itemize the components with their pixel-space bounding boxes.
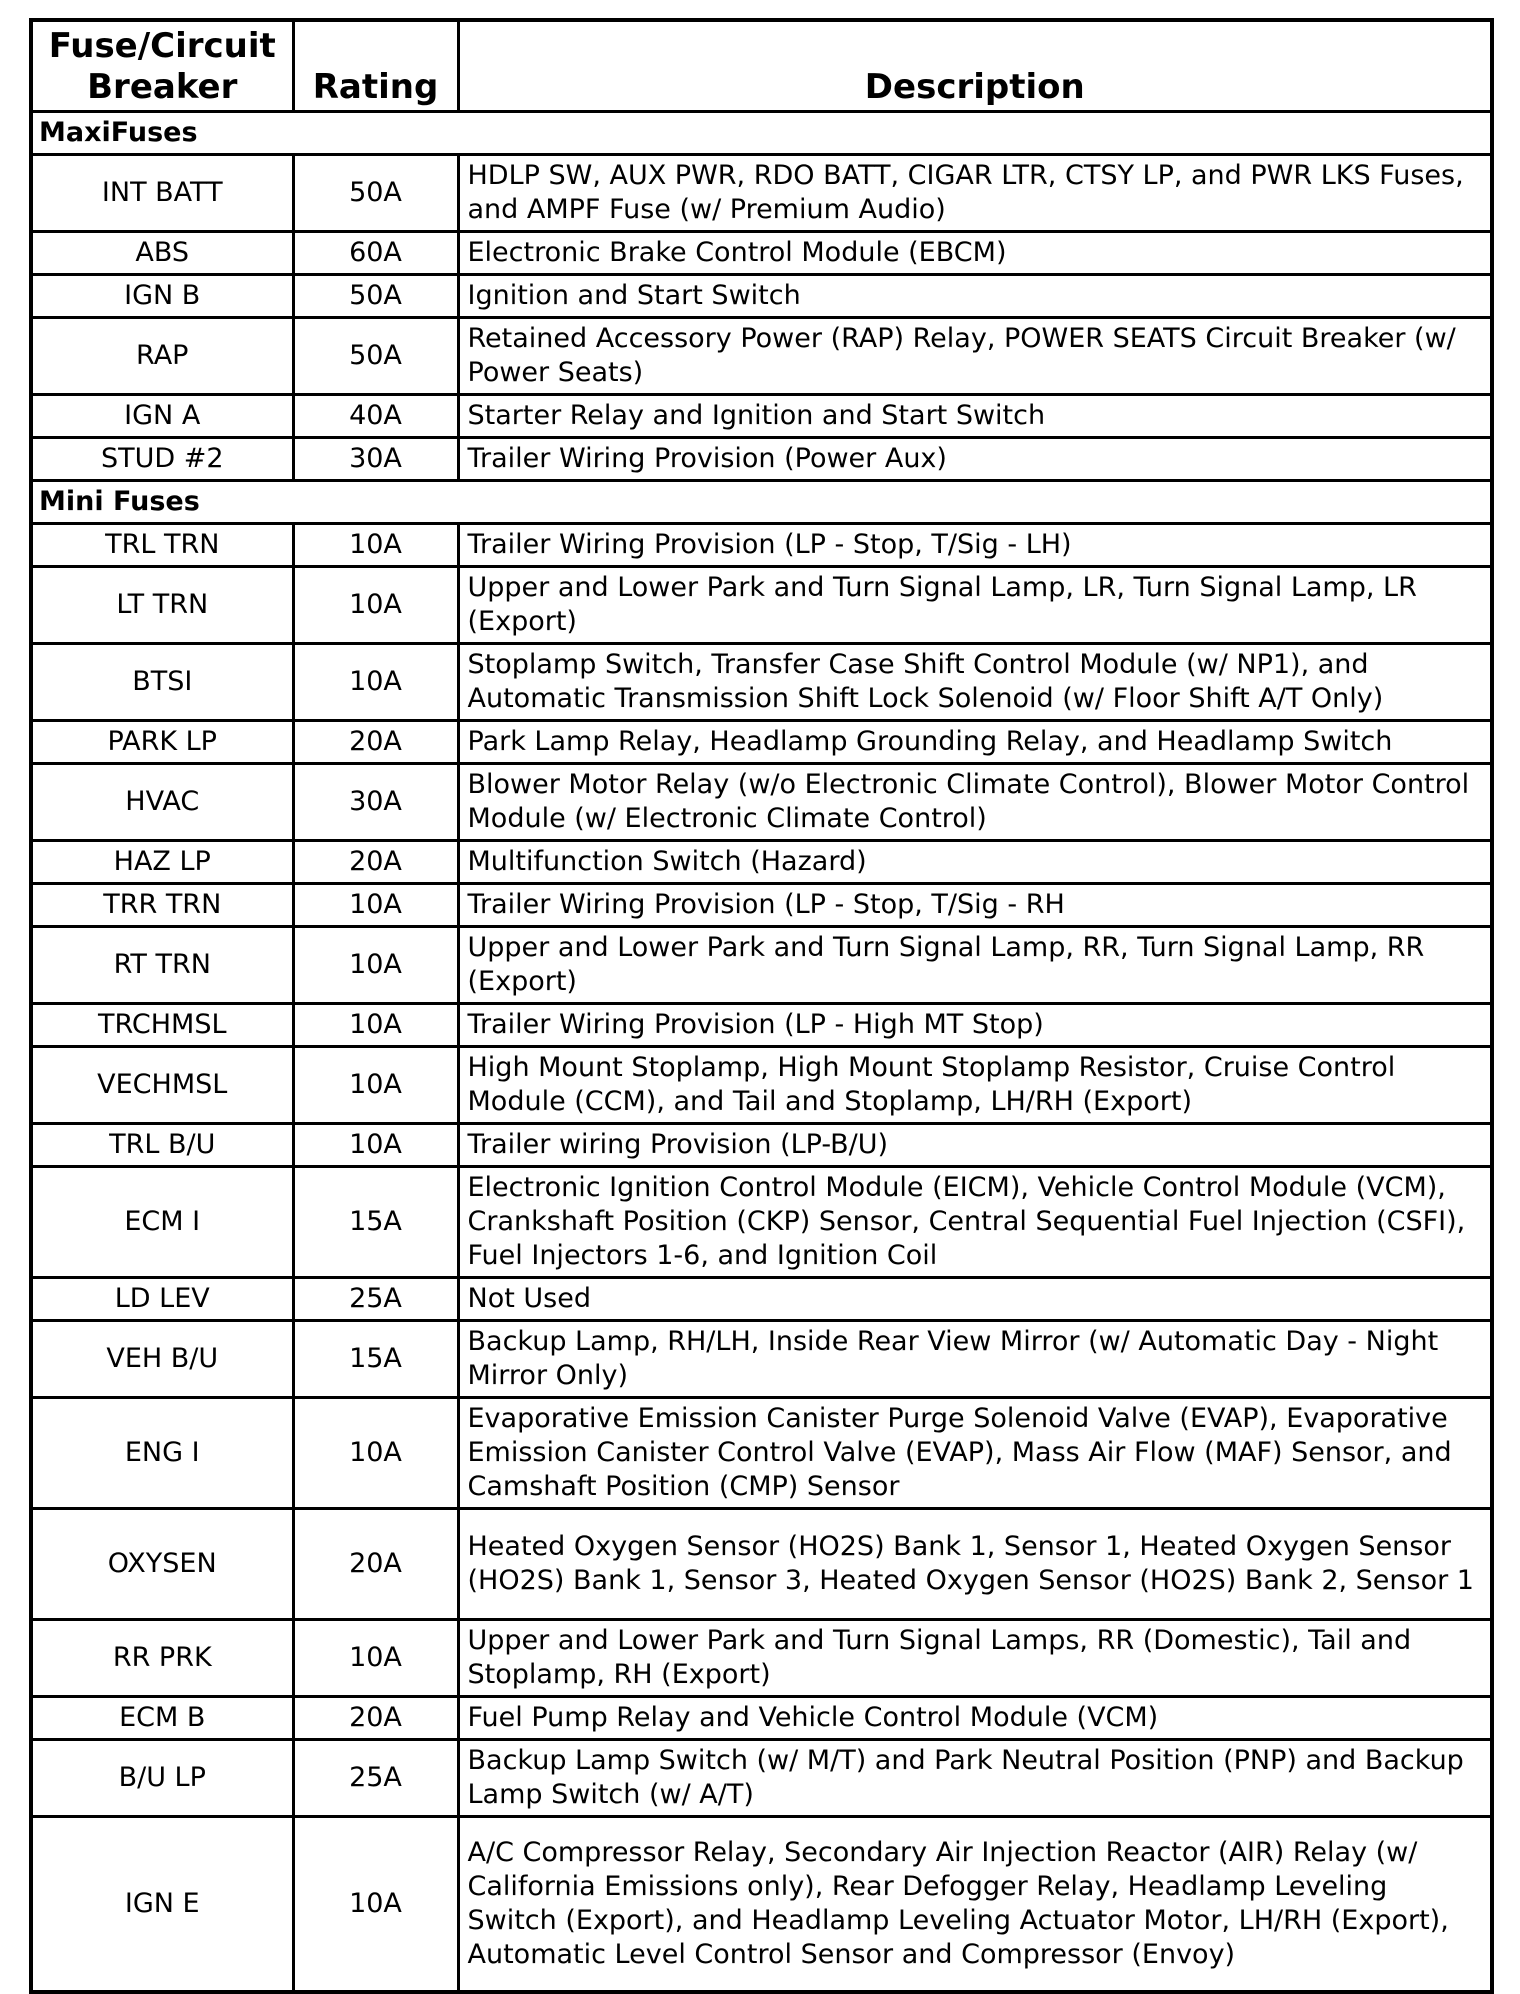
description-cell: Upper and Lower Park and Turn Signal Lamp, LR, Turn Signal Lamp, LR (Export) <box>458 567 1492 644</box>
fuse-name-cell: TRL B/U <box>31 1124 293 1167</box>
table-row <box>31 1047 1492 1124</box>
description-cell: Park Lamp Relay, Headlamp Grounding Relay, and Headlamp Switch <box>458 721 1492 764</box>
rating-cell: 60A <box>293 232 458 275</box>
table-row <box>31 275 1492 318</box>
table-row <box>31 927 1492 1004</box>
description-cell: Not Used <box>458 1278 1492 1321</box>
rating-cell: 20A <box>293 841 458 884</box>
table-row <box>31 524 1492 567</box>
table-row <box>31 841 1492 884</box>
description-cell: Blower Motor Relay (w/o Electronic Climate Control), Blower Motor Control Module (w/ Electronic Climate Control) <box>458 764 1492 841</box>
fuse-name-cell: IGN B <box>31 275 293 318</box>
table-row <box>31 1740 1492 1817</box>
rating-cell: 15A <box>293 1167 458 1278</box>
table-row <box>31 644 1492 721</box>
fuse-table <box>29 18 1494 1994</box>
table-row <box>31 721 1492 764</box>
table-row <box>31 1124 1492 1167</box>
rating-cell: 20A <box>293 1509 458 1620</box>
description-cell: Electronic Ignition Control Module (EICM), Vehicle Control Module (VCM), Crankshaft Position (CKP) Sensor, Central Sequential Fuel Injection (CSFI), Fuel Injectors 1-6, and Ignition Coil <box>458 1167 1492 1278</box>
fuse-name-cell: BTSI <box>31 644 293 721</box>
fuse-name-cell: IGN E <box>31 1817 293 1993</box>
table-row <box>31 1509 1492 1620</box>
rating-cell: 15A <box>293 1321 458 1398</box>
fuse-name-cell: B/U LP <box>31 1740 293 1817</box>
rating-cell: 10A <box>293 1004 458 1047</box>
rating-cell: 20A <box>293 721 458 764</box>
rating-cell: 10A <box>293 524 458 567</box>
header-description: Description <box>458 20 1492 112</box>
table-row <box>31 1167 1492 1278</box>
rating-cell: 30A <box>293 764 458 841</box>
table-row <box>31 1321 1492 1398</box>
description-cell: Starter Relay and Ignition and Start Switch <box>458 395 1492 438</box>
description-cell: Upper and Lower Park and Turn Signal Lamps, RR (Domestic), Tail and Stoplamp, RH (Export) <box>458 1620 1492 1697</box>
rating-cell: 10A <box>293 927 458 1004</box>
fuse-name-cell: RT TRN <box>31 927 293 1004</box>
rating-cell: 10A <box>293 567 458 644</box>
description-cell: High Mount Stoplamp, High Mount Stoplamp Resistor, Cruise Control Module (CCM), and Tail and Stoplamp, LH/RH (Export) <box>458 1047 1492 1124</box>
table-row <box>31 1817 1492 1993</box>
header-rating: Rating <box>293 20 458 112</box>
table-row <box>31 1620 1492 1697</box>
fuse-name-cell: TRR TRN <box>31 884 293 927</box>
table-row <box>31 232 1492 275</box>
fuse-name-cell: ECM B <box>31 1697 293 1740</box>
rating-cell: 10A <box>293 1620 458 1697</box>
description-cell: Retained Accessory Power (RAP) Relay, POWER SEATS Circuit Breaker (w/ Power Seats) <box>458 318 1492 395</box>
rating-cell: 50A <box>293 275 458 318</box>
table-row <box>31 1278 1492 1321</box>
header-fuse: Fuse/Circuit Breaker <box>31 20 293 112</box>
description-cell: Electronic Brake Control Module (EBCM) <box>458 232 1492 275</box>
description-cell: Stoplamp Switch, Transfer Case Shift Control Module (w/ NP1), and Automatic Transmission Shift Lock Solenoid (w/ Floor Shift A/T Only) <box>458 644 1492 721</box>
description-cell: A/C Compressor Relay, Secondary Air Injection Reactor (AIR) Relay (w/ California Emissions only), Rear Defogger Relay, Headlamp Leveling Switch (Export), and Headlamp Leveling Actuator Motor, LH/RH (Export), Automatic Level Control Sensor and Compressor (Envoy) <box>458 1817 1492 1993</box>
description-cell: Backup Lamp Switch (w/ M/T) and Park Neutral Position (PNP) and Backup Lamp Switch (w/ A/T) <box>458 1740 1492 1817</box>
fuse-name-cell: LD LEV <box>31 1278 293 1321</box>
header-row <box>31 20 1492 112</box>
fuse-name-cell: TRCHMSL <box>31 1004 293 1047</box>
description-cell: Trailer Wiring Provision (LP - Stop, T/Sig - LH) <box>458 524 1492 567</box>
table-row <box>31 318 1492 395</box>
description-cell: Backup Lamp, RH/LH, Inside Rear View Mirror (w/ Automatic Day - Night Mirror Only) <box>458 1321 1492 1398</box>
rating-cell: 50A <box>293 155 458 232</box>
fuse-name-cell: VECHMSL <box>31 1047 293 1124</box>
fuse-name-cell: PARK LP <box>31 721 293 764</box>
table-row <box>31 567 1492 644</box>
rating-cell: 25A <box>293 1278 458 1321</box>
fuse-name-cell: ABS <box>31 232 293 275</box>
rating-cell: 10A <box>293 1817 458 1993</box>
table-row <box>31 1398 1492 1509</box>
rating-cell: 10A <box>293 1047 458 1124</box>
fuse-name-cell: HVAC <box>31 764 293 841</box>
rating-cell: 10A <box>293 1398 458 1509</box>
description-cell: Upper and Lower Park and Turn Signal Lamp, RR, Turn Signal Lamp, RR (Export) <box>458 927 1492 1004</box>
description-cell: HDLP SW, AUX PWR, RDO BATT, CIGAR LTR, CTSY LP, and PWR LKS Fuses, and AMPF Fuse (w/ Premium Audio) <box>458 155 1492 232</box>
table-row <box>31 884 1492 927</box>
rating-cell: 20A <box>293 1697 458 1740</box>
description-cell: Evaporative Emission Canister Purge Solenoid Valve (EVAP), Evaporative Emission Canister Control Valve (EVAP), Mass Air Flow (MAF) Sensor, and Camshaft Position (CMP) Sensor <box>458 1398 1492 1509</box>
description-cell: Multifunction Switch (Hazard) <box>458 841 1492 884</box>
fuse-name-cell: ENG I <box>31 1398 293 1509</box>
rating-cell: 10A <box>293 884 458 927</box>
fuse-name-cell: RAP <box>31 318 293 395</box>
rating-cell: 25A <box>293 1740 458 1817</box>
table-row <box>31 438 1492 481</box>
fuse-name-cell: LT TRN <box>31 567 293 644</box>
rating-cell: 30A <box>293 438 458 481</box>
fuse-name-cell: OXYSEN <box>31 1509 293 1620</box>
group-title: Mini Fuses <box>31 481 1492 524</box>
description-cell: Trailer wiring Provision (LP-B/U) <box>458 1124 1492 1167</box>
group-header-row <box>31 481 1492 524</box>
table-row <box>31 155 1492 232</box>
table-row <box>31 1004 1492 1047</box>
description-cell: Trailer Wiring Provision (LP - High MT Stop) <box>458 1004 1492 1047</box>
group-title: MaxiFuses <box>31 112 1492 155</box>
fuse-name-cell: RR PRK <box>31 1620 293 1697</box>
fuse-name-cell: HAZ LP <box>31 841 293 884</box>
fuse-name-cell: STUD #2 <box>31 438 293 481</box>
rating-cell: 10A <box>293 1124 458 1167</box>
description-cell: Heated Oxygen Sensor (HO2S) Bank 1, Sensor 1, Heated Oxygen Sensor (HO2S) Bank 1, Sensor 3, Heated Oxygen Sensor (HO2S) Bank 2, Sensor 1 <box>458 1509 1492 1620</box>
rating-cell: 50A <box>293 318 458 395</box>
fuse-name-cell: IGN A <box>31 395 293 438</box>
description-cell: Trailer Wiring Provision (LP - Stop, T/Sig - RH <box>458 884 1492 927</box>
fuse-name-cell: VEH B/U <box>31 1321 293 1398</box>
description-cell: Trailer Wiring Provision (Power Aux) <box>458 438 1492 481</box>
fuse-name-cell: ECM I <box>31 1167 293 1278</box>
fuse-name-cell: INT BATT <box>31 155 293 232</box>
table-row <box>31 764 1492 841</box>
group-header-row <box>31 112 1492 155</box>
table-row <box>31 395 1492 438</box>
description-cell: Ignition and Start Switch <box>458 275 1492 318</box>
rating-cell: 40A <box>293 395 458 438</box>
fuse-name-cell: TRL TRN <box>31 524 293 567</box>
table-row <box>31 1697 1492 1740</box>
rating-cell: 10A <box>293 644 458 721</box>
description-cell: Fuel Pump Relay and Vehicle Control Module (VCM) <box>458 1697 1492 1740</box>
